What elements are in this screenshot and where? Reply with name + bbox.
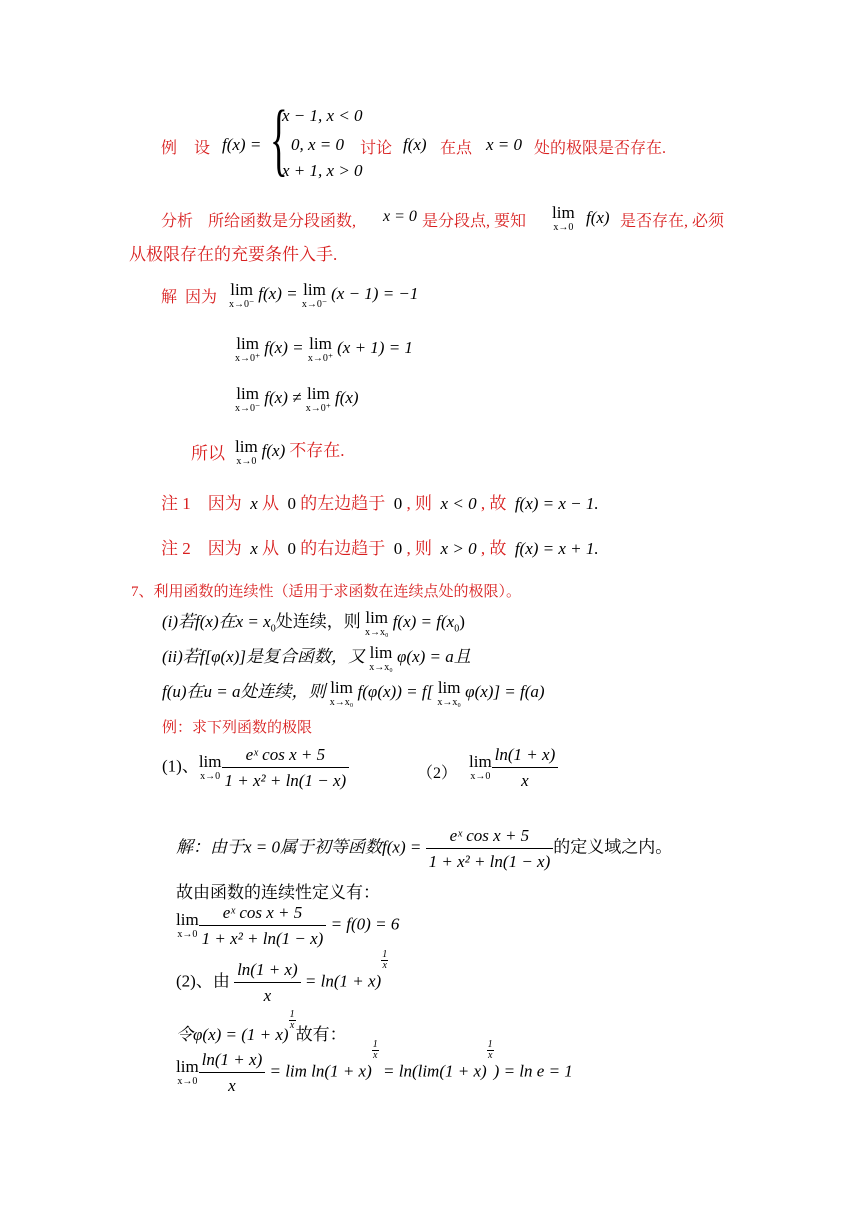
sol2-line4-numerator: ln(1 + x) bbox=[234, 960, 301, 983]
note2-t2: 从 bbox=[262, 539, 280, 558]
i-part-c: 处连续，则 bbox=[275, 612, 361, 631]
cases-brace: { bbox=[270, 93, 288, 184]
solution-line2 bbox=[235, 335, 413, 364]
lim-subscript: x→0⁻ bbox=[301, 299, 328, 310]
note1-label: 注 1 bbox=[161, 494, 191, 513]
problem-2 bbox=[469, 745, 558, 790]
lim-symbol: lim bbox=[369, 642, 393, 662]
section7-iii bbox=[162, 677, 545, 708]
i-part-d: f(x) = f(x bbox=[392, 612, 455, 631]
analysis-text2: 是分段点, 要知 bbox=[422, 213, 527, 230]
exp-num: 1 bbox=[372, 1039, 378, 1050]
i-sub0: 0 bbox=[270, 623, 276, 635]
problem-1 bbox=[162, 745, 349, 790]
exponent-1-over-x bbox=[289, 1010, 296, 1031]
sol2-line1-a: 解：由于x = 0属于初等函数f(x) = bbox=[176, 837, 422, 857]
case-line-2: 0, x = 0 bbox=[291, 135, 345, 154]
lim-symbol: lim bbox=[303, 280, 326, 299]
problem1-fraction bbox=[222, 745, 350, 790]
lim-subscript: x→0 bbox=[177, 1076, 198, 1088]
exp-den: x bbox=[373, 1050, 378, 1061]
lim-symbol: lim bbox=[469, 752, 492, 772]
sol2-line4-b: = ln(1 + x) bbox=[304, 971, 382, 991]
note1-t1: 因为 bbox=[207, 494, 242, 513]
exp-den: x bbox=[382, 960, 387, 971]
i-sub0b: 0 bbox=[454, 623, 460, 635]
lim-subscript: x→0⁺ bbox=[307, 353, 334, 364]
lim-symbol: lim bbox=[176, 910, 199, 930]
sol2-line6-c: = ln(lim(1 + x) bbox=[383, 1061, 487, 1081]
solution-line1 bbox=[229, 281, 418, 310]
note1-t5: , 故 bbox=[480, 494, 507, 513]
lim-symbol: lim bbox=[309, 334, 332, 353]
problem2-fraction bbox=[492, 745, 559, 790]
solution-not-exist: 不存在. bbox=[289, 441, 345, 460]
note1-t2: 从 bbox=[262, 494, 280, 513]
solution-line2-rhs: (x + 1) = 1 bbox=[337, 338, 413, 358]
solution-because: 因为 bbox=[185, 289, 218, 306]
solution-line3 bbox=[235, 385, 359, 414]
sol2-numerator: eˣ cos x + 5 bbox=[426, 826, 554, 849]
exponent-1-over-x bbox=[487, 1040, 494, 1061]
example-tail: 处的极限是否存在. bbox=[534, 140, 667, 157]
solution-conclusion-fx: f(x) bbox=[261, 441, 286, 460]
solution-line1-lhs: f(x) = bbox=[258, 284, 302, 304]
sol2-line3-denominator: 1 + x² + ln(1 − x) bbox=[201, 928, 324, 948]
problem-2-label: （2） bbox=[417, 765, 458, 782]
note1-cond: x < 0 bbox=[440, 494, 477, 513]
sol2-denominator: 1 + x² + ln(1 − x) bbox=[428, 851, 551, 871]
exp-num: 1 bbox=[382, 949, 388, 960]
exp-num: 1 bbox=[289, 1009, 295, 1020]
sol2-line6-fraction bbox=[199, 1050, 266, 1095]
sol2-line3-numerator: eˣ cos x + 5 bbox=[199, 903, 327, 926]
lim-symbol: lim bbox=[198, 752, 222, 772]
analysis-line2: 从极限存在的充要条件入手. bbox=[129, 245, 338, 264]
iii-part-a: f(u)在u = a处连续，则 bbox=[162, 682, 326, 701]
example-label: 例 bbox=[161, 140, 178, 157]
problem1-label: (1)、 bbox=[162, 756, 199, 776]
note2-result: f(x) = x + 1. bbox=[514, 539, 599, 558]
note1-zero2: 0 bbox=[393, 494, 403, 513]
sol2-line5-b: 故有： bbox=[295, 1025, 347, 1044]
exponent-1-over-x bbox=[381, 950, 388, 971]
lim-subscript: x→0 bbox=[470, 771, 491, 783]
exp-den: x bbox=[487, 1050, 493, 1061]
lim-symbol: lim bbox=[437, 677, 461, 697]
case-line-1: x − 1, x < 0 bbox=[282, 106, 363, 125]
note1 bbox=[161, 489, 599, 514]
sol2-line4-fraction bbox=[234, 960, 301, 1005]
note2-t1: 因为 bbox=[207, 539, 242, 558]
lim-subscript: x→0⁻ bbox=[229, 299, 255, 310]
note2-zero: 0 bbox=[287, 539, 297, 558]
sol2-line4-denominator: x bbox=[263, 985, 272, 1005]
note2-t4: , 则 bbox=[406, 539, 433, 558]
sol2-line1 bbox=[176, 826, 672, 871]
solution-line3-rhs: f(x) bbox=[334, 388, 359, 408]
note2 bbox=[161, 534, 599, 559]
analysis-x0: x = 0 bbox=[383, 208, 417, 225]
note2-label: 注 2 bbox=[161, 539, 191, 558]
lim-subscript: x→x₀ bbox=[437, 696, 461, 708]
note1-result: f(x) = x − 1. bbox=[514, 494, 599, 513]
lim-symbol: lim bbox=[330, 677, 353, 697]
lim-symbol: lim bbox=[176, 1057, 199, 1077]
note2-cond: x > 0 bbox=[440, 539, 477, 558]
solution-line1-rhs: (x − 1) = −1 bbox=[331, 284, 419, 304]
example-fx: f(x) bbox=[403, 135, 427, 154]
lim-subscript: x→x₀ bbox=[364, 626, 389, 638]
lim-subscript: x→0⁻ bbox=[235, 403, 261, 414]
sol2-line6-denominator: x bbox=[228, 1075, 236, 1095]
ii-part-b: φ(x) = a且 bbox=[397, 647, 471, 666]
lim-subscript: x→0 bbox=[200, 771, 221, 783]
sol2-line6 bbox=[176, 1039, 573, 1095]
ii-part-a: (ii)若f[φ(x)]是复合函数，又 bbox=[162, 647, 365, 666]
lim-subscript: x→0 bbox=[177, 929, 198, 941]
lim-symbol: lim bbox=[236, 384, 259, 403]
section7-i bbox=[162, 607, 465, 638]
sol2-line2: 故由函数的连续性定义有： bbox=[176, 883, 380, 902]
sol2-line1-b: 的定义域之内。 bbox=[553, 837, 673, 857]
example-x0: x = 0 bbox=[486, 135, 523, 154]
sol2-line6-numerator: ln(1 + x) bbox=[199, 1050, 266, 1073]
sol2-line5-a: 令φ(x) = (1 + x) bbox=[176, 1025, 289, 1044]
example-at-point: 在点 bbox=[440, 140, 473, 157]
i-part-a: (i)若f(x)在x = x bbox=[162, 612, 271, 631]
note1-zero: 0 bbox=[287, 494, 297, 513]
note1-t4: , 则 bbox=[406, 494, 433, 513]
section7-heading: 7、利用函数的连续性（适用于求函数在连续点处的极限）。 bbox=[131, 584, 522, 600]
sol2-line6-b: = lim ln(1 + x) bbox=[269, 1061, 372, 1081]
lim-symbol: lim bbox=[365, 607, 389, 627]
exp-den: x bbox=[289, 1020, 295, 1031]
sol2-line6-d: ) = ln e = 1 bbox=[493, 1061, 573, 1081]
lim-subscript: x→0⁺ bbox=[235, 353, 261, 364]
note2-t5: , 故 bbox=[480, 539, 507, 558]
analysis-text3: 是否存在, 必须 bbox=[620, 213, 725, 230]
solution-so: 所以 bbox=[191, 444, 225, 463]
example-fx-eq: f(x) = bbox=[222, 135, 262, 154]
iii-part-c: φ(x)] = f(a) bbox=[465, 682, 545, 701]
lim-symbol: lim bbox=[235, 436, 258, 456]
case-line-3: x + 1, x > 0 bbox=[282, 161, 363, 180]
solution-line2-lhs: f(x) = bbox=[264, 338, 308, 358]
analysis-label: 分析 bbox=[161, 213, 194, 230]
sol2-line4-a: (2)、由 bbox=[176, 971, 230, 991]
problem2-numerator: ln(1 + x) bbox=[492, 745, 559, 768]
problem1-numerator: eˣ cos x + 5 bbox=[222, 745, 350, 768]
sol2-line3 bbox=[176, 903, 399, 948]
analysis-text1: 所给函数是分段函数, bbox=[208, 213, 357, 230]
iii-part-b: f(φ(x)) = f[ bbox=[357, 682, 434, 701]
sol2-line5 bbox=[176, 1009, 347, 1045]
example-she: 设 bbox=[194, 140, 211, 157]
problem1-denominator: 1 + x² + ln(1 − x) bbox=[224, 770, 347, 790]
solution-conclusion bbox=[235, 436, 345, 467]
sol2-line3-result: = f(0) = 6 bbox=[330, 914, 400, 934]
lim-subscript: x→0 bbox=[553, 222, 574, 233]
lim-symbol: lim bbox=[552, 203, 575, 222]
example-discuss: 讨论 bbox=[360, 140, 393, 157]
lim-symbol: lim bbox=[230, 280, 253, 299]
lim-symbol: lim bbox=[236, 334, 259, 353]
sol2-line4 bbox=[176, 949, 388, 1005]
note1-x: x bbox=[250, 494, 258, 513]
note2-zero2: 0 bbox=[393, 539, 403, 558]
analysis-fx: f(x) bbox=[586, 208, 610, 227]
lim-subscript: x→0⁺ bbox=[305, 403, 331, 414]
note1-t3: 的左边趋于 bbox=[300, 494, 386, 513]
section7-example-label: 例：求下列函数的极限 bbox=[162, 720, 313, 736]
lim-symbol: lim bbox=[307, 384, 330, 403]
lim-subscript: x→x₀ bbox=[329, 696, 354, 708]
solution-line3-lhs: f(x) ≠ bbox=[264, 388, 306, 408]
exp-num: 1 bbox=[487, 1039, 493, 1050]
note2-t3: 的右边趋于 bbox=[300, 539, 386, 558]
lim-subscript: x→0 bbox=[236, 455, 257, 467]
i-part-f: ) bbox=[459, 612, 465, 631]
analysis-limit bbox=[552, 204, 575, 233]
note2-x: x bbox=[250, 539, 258, 558]
solution-label: 解 bbox=[161, 289, 178, 306]
sol2-line3-fraction bbox=[199, 903, 327, 948]
sol2-fraction bbox=[426, 826, 554, 871]
lim-subscript: x→x₀ bbox=[369, 661, 393, 673]
exponent-1-over-x bbox=[372, 1040, 379, 1061]
problem2-denominator: x bbox=[521, 770, 529, 790]
section7-ii bbox=[162, 642, 471, 673]
